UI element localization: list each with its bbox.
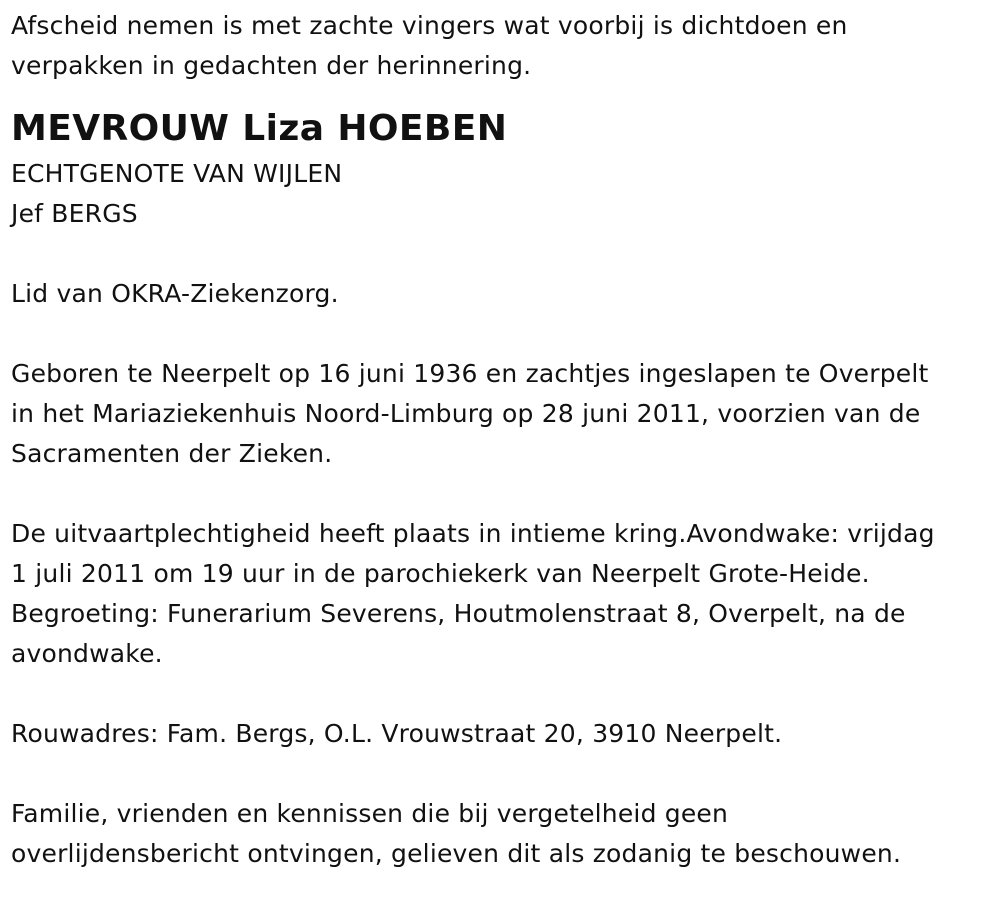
funeral-line-1: De uitvaartplechtigheid heeft plaats in intieme kring.Avondwake: vrijdag xyxy=(11,519,935,548)
spacer xyxy=(11,314,986,354)
quote-line-1: Afscheid nemen is met zachte vingers wat voorbij is dichtdoen en xyxy=(11,11,848,40)
funeral-paragraph xyxy=(11,514,986,674)
notice-paragraph xyxy=(11,794,986,874)
birth-death-line-3: Sacramenten der Zieken. xyxy=(11,439,333,468)
obituary-notice xyxy=(11,6,986,874)
spouse-name: Jef BERGS xyxy=(11,199,138,228)
spacer xyxy=(11,754,986,794)
quote-line-2: verpakken in gedachten der herinnering. xyxy=(11,51,532,80)
relation-text: ECHTGENOTE VAN WIJLEN xyxy=(11,159,343,188)
membership-text: Lid van OKRA-Ziekenzorg. xyxy=(11,279,339,308)
birth-death-line-2: in het Mariaziekenhuis Noord-Limburg op 28 juni 2011, voorzien van de xyxy=(11,399,921,428)
spacer xyxy=(11,674,986,714)
quote-block xyxy=(11,6,986,86)
birth-death-paragraph xyxy=(11,354,986,474)
notice-line-1: Familie, vrienden en kennissen die bij vergetelheid geen xyxy=(11,799,729,828)
deceased-name: MEVROUW Liza HOEBEN xyxy=(11,108,508,149)
funeral-line-2: 1 juli 2011 om 19 uur in de parochiekerk van Neerpelt Grote-Heide. xyxy=(11,559,870,588)
birth-death-line-1: Geboren te Neerpelt op 16 juni 1936 en zachtjes ingeslapen te Overpelt xyxy=(11,359,929,388)
funeral-line-3: Begroeting: Funerarium Severens, Houtmolenstraat 8, Overpelt, na de xyxy=(11,599,906,628)
funeral-line-4: avondwake. xyxy=(11,639,163,668)
spacer xyxy=(11,234,986,274)
notice-line-2: overlijdensbericht ontvingen, gelieven dit als zodanig te beschouwen. xyxy=(11,839,902,868)
mourning-address: Rouwadres: Fam. Bergs, O.L. Vrouwstraat 20, 3910 Neerpelt. xyxy=(11,719,783,748)
spacer xyxy=(11,474,986,514)
